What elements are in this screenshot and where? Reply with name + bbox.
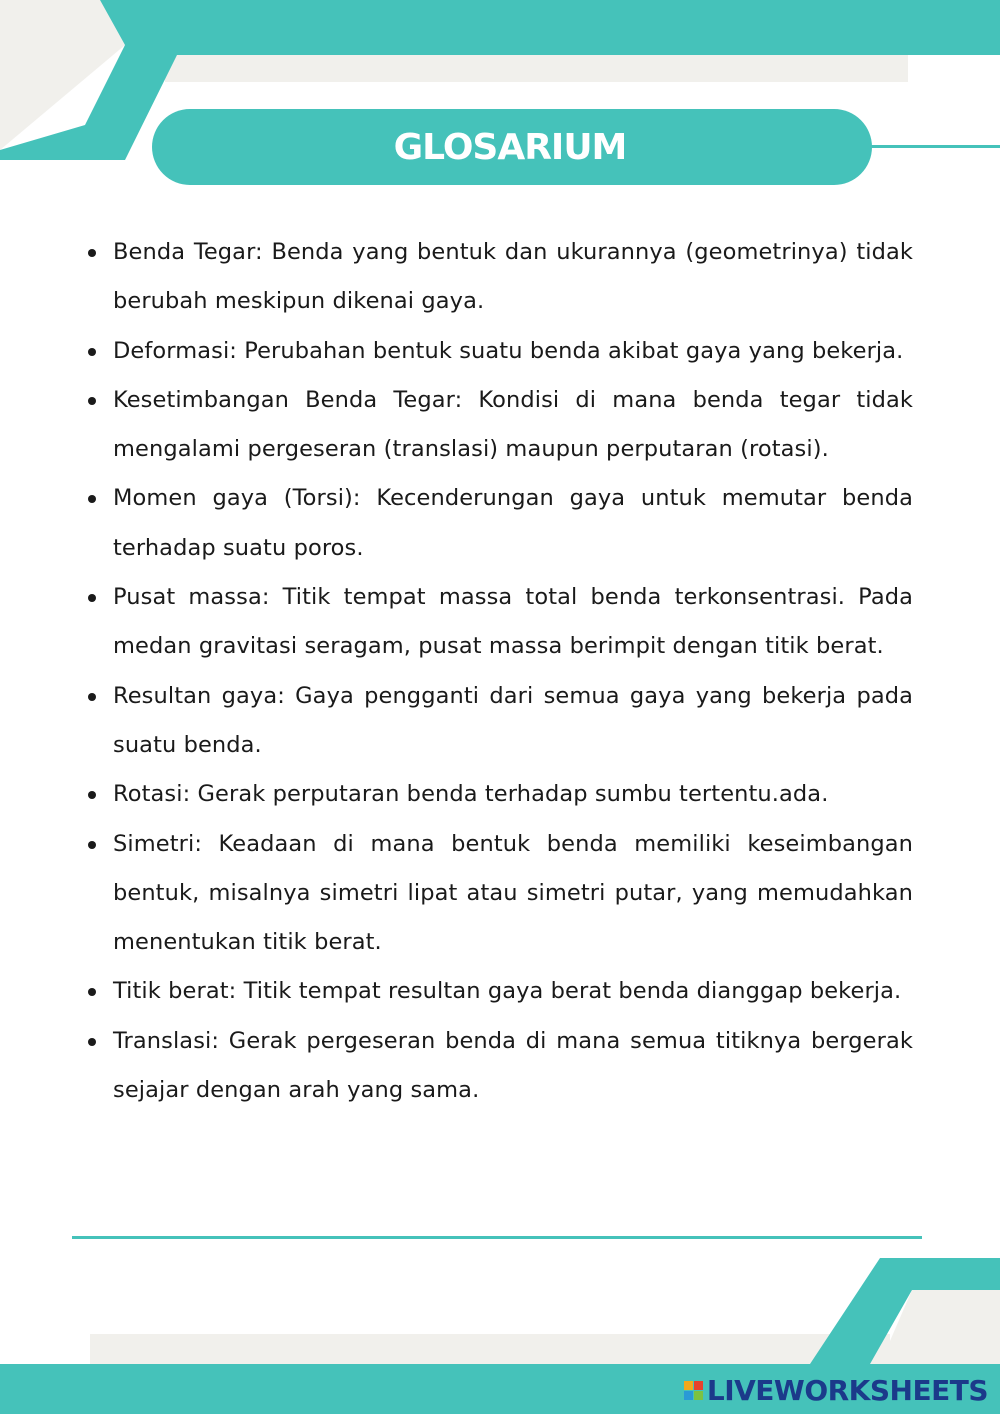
glossary-text: Translasi: Gerak pergeseran benda di mana semua titiknya bergerak sejajar dengan arah yang sama. (113, 1027, 913, 1104)
page-title: GLOSARIUM (393, 126, 627, 168)
bullet-icon (88, 348, 96, 356)
bullet-icon (88, 1038, 96, 1046)
glossary-item-kesetimbangan (113, 376, 913, 475)
liveworksheets-brand[interactable] (684, 1374, 988, 1407)
bottom-strip (90, 1334, 890, 1364)
glossary-text: Deformasi: Perubahan bentuk suatu benda akibat gaya yang bekerja. (113, 337, 904, 364)
brand-name: LIVEWORKSHEETS (706, 1374, 988, 1407)
glossary-text: Resultan gaya: Gaya pengganti dari semua gaya yang bekerja pada suatu benda. (113, 682, 913, 758)
top-strip (165, 55, 908, 82)
glossary-text: Pusat massa: Titik tempat massa total benda terkonsentrasi. Pada medan gravitasi seragam, pusat massa berimpit dengan titik berat. (113, 584, 913, 660)
glossary-item-pusat-massa (113, 573, 913, 672)
glossary-text: Momen gaya (Torsi): Kecenderungan gaya untuk memutar benda terhadap suatu poros. (113, 485, 913, 561)
glossary-item-simetri (113, 820, 913, 968)
glossary-item-momen-gaya (113, 474, 913, 573)
glossary-item-titik-berat (113, 967, 913, 1016)
glossary-text: Rotasi: Gerak perputaran benda terhadap sumbu tertentu.ada. (113, 781, 829, 808)
glossary-list (113, 228, 913, 1115)
title-banner (152, 109, 872, 185)
bullet-icon (88, 249, 96, 257)
bullet-icon (88, 693, 96, 701)
glossary-item-rotasi (113, 770, 913, 819)
title-accent-line (868, 145, 1000, 148)
bottom-divider (72, 1236, 922, 1239)
glossary-text: Benda Tegar: Benda yang bentuk dan ukurannya (geometrinya) tidak berubah meskipun dikenai gaya. (113, 239, 913, 315)
glossary-item-resultan-gaya (113, 672, 913, 771)
glossary-text: Titik berat: Titik tempat resultan gaya berat benda dianggap bekerja. (113, 978, 902, 1005)
glossary-item-deformasi (113, 327, 913, 376)
glossary-item-benda-tegar (113, 228, 913, 327)
glossary-item-translasi (113, 1017, 913, 1116)
bullet-icon (88, 397, 96, 405)
glossary-text: Kesetimbangan Benda Tegar: Kondisi di mana benda tegar tidak mengalami pergeseran (translasi) maupun perputaran (rotasi). (113, 386, 913, 463)
glossary-text: Simetri: Keadaan di mana bentuk benda memiliki keseimbangan bentuk, misalnya simetri lipat atau simetri putar, yang memudahkan menentukan titik berat. (113, 830, 913, 956)
liveworksheets-logo-icon (684, 1381, 703, 1400)
bullet-icon (88, 841, 96, 849)
